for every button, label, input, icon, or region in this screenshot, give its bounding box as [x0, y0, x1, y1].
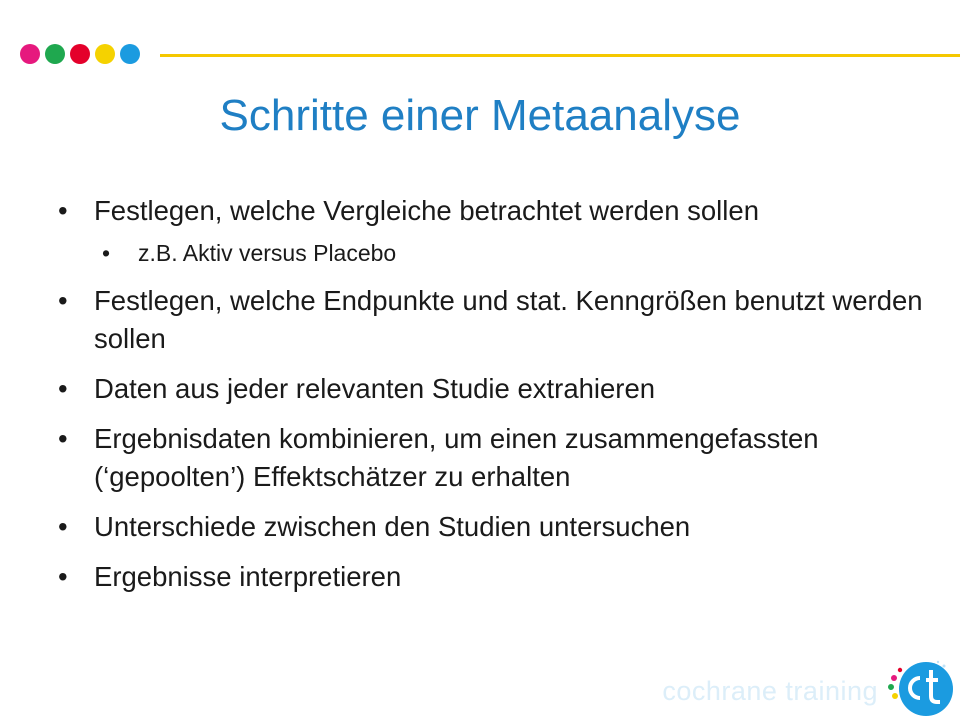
bullet-text: Ergebnisdaten kombinieren, um einen zusammengefassten (‘gepoolten’) Effektschätzer zu erhalten [94, 423, 819, 492]
dot-blue [120, 44, 140, 64]
footer-brand-text: cochrane training [662, 676, 878, 706]
bullet-item [58, 192, 943, 230]
bullet-text: Festlegen, welche Vergleiche betrachtet werden sollen [94, 195, 759, 226]
bullet-item [58, 420, 943, 496]
bullet-marker: • [58, 511, 68, 542]
dot-green [45, 44, 65, 64]
bullet-text: Ergebnisse interpretieren [94, 561, 402, 592]
bullet-text: Festlegen, welche Endpunkte und stat. Kenngrößen benutzt werden sollen [94, 285, 923, 354]
dot-yellow [95, 44, 115, 64]
cochrane-training-logo-icon [886, 656, 954, 718]
bullet-item [58, 508, 943, 546]
bullet-marker: • [102, 240, 111, 266]
bullet-marker: • [58, 423, 68, 454]
bullet-marker: • [58, 285, 68, 316]
bullet-text: Daten aus jeder relevanten Studie extrahieren [94, 373, 656, 404]
sub-bullet-item [102, 238, 943, 268]
bullet-item [58, 282, 943, 358]
bullet-text: Unterschiede zwischen den Studien untersuchen [94, 511, 691, 542]
bullet-marker: • [58, 561, 68, 592]
slide-title: Schritte einer Metaanalyse [219, 91, 741, 140]
dot-red [70, 44, 90, 64]
header-divider-line [160, 54, 960, 57]
dot-pink [20, 44, 40, 64]
bullet-item [58, 370, 943, 408]
bullet-list [58, 192, 943, 608]
bullet-marker: • [58, 195, 68, 226]
bullet-text: z.B. Aktiv versus Placebo [138, 240, 397, 266]
bullet-item [58, 558, 943, 596]
bullet-marker: • [58, 373, 68, 404]
